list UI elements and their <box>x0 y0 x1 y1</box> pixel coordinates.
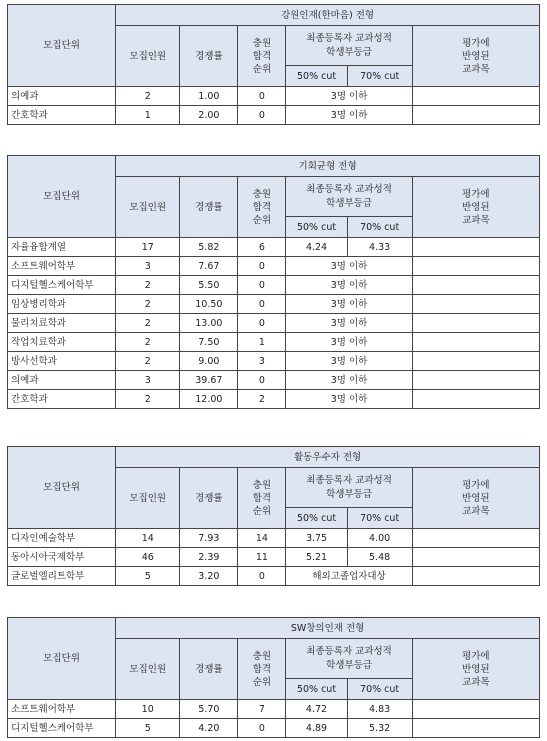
table-row <box>8 567 540 586</box>
unit-cell: 간호학과 <box>8 106 116 125</box>
grade-header-line: 최종등록자 교과성적 <box>306 32 392 44</box>
cut70-header: 70% cut <box>347 66 412 87</box>
table-row <box>8 257 540 276</box>
grade-note-cell: 3명 이하 <box>286 257 412 276</box>
unit-cell: 동아시아국제학부 <box>8 548 116 567</box>
quota-cell: 2 <box>116 390 180 409</box>
waitlist-cell: 0 <box>238 87 286 106</box>
unit-header: 모집단위 <box>8 156 116 238</box>
grade-note-cell: 3명 이하 <box>286 352 412 371</box>
cut50-cell: 4.72 <box>286 700 347 719</box>
grade-header-line: 학생부등급 <box>326 488 373 500</box>
header-row <box>8 156 540 177</box>
subjects-cell <box>412 352 539 371</box>
grade-header <box>286 177 412 217</box>
competition-cell: 3.20 <box>180 567 238 586</box>
cut70-header: 70% cut <box>347 679 412 700</box>
cut70-cell: 4.83 <box>347 700 412 719</box>
competition-cell: 5.50 <box>180 276 238 295</box>
subjects-header-line: 평가에 <box>462 188 490 200</box>
waitlist-cell: 1 <box>238 333 286 352</box>
competition-cell: 5.82 <box>180 238 238 257</box>
table-title: 활동우수자 전형 <box>116 447 540 468</box>
grade-header-line: 학생부등급 <box>326 46 373 58</box>
waitlist-cell: 2 <box>238 390 286 409</box>
waitlist-cell: 11 <box>238 548 286 567</box>
subjects-header-line: 교과목 <box>462 63 490 75</box>
competition-cell: 9.00 <box>180 352 238 371</box>
competition-cell: 4.20 <box>180 719 238 738</box>
quota-cell: 3 <box>116 371 180 390</box>
subjects-cell <box>412 529 539 548</box>
quota-cell: 2 <box>116 87 180 106</box>
cut50-header: 50% cut <box>286 508 347 529</box>
grade-note-cell: 3명 이하 <box>286 390 412 409</box>
waitlist-cell: 0 <box>238 295 286 314</box>
waitlist-header-line: 순위 <box>252 63 272 75</box>
cut50-cell: 5.21 <box>286 548 347 567</box>
quota-cell: 5 <box>116 719 180 738</box>
table-row <box>8 352 540 371</box>
table-row <box>8 87 540 106</box>
quota-cell: 46 <box>116 548 180 567</box>
subjects-cell <box>412 276 539 295</box>
admission-table <box>7 155 540 409</box>
waitlist-cell: 6 <box>238 238 286 257</box>
subjects-cell <box>412 700 539 719</box>
unit-cell: 디자인예술학부 <box>8 529 116 548</box>
quota-cell: 10 <box>116 700 180 719</box>
quota-header: 모집인원 <box>116 639 180 700</box>
cut70-header: 70% cut <box>347 217 412 238</box>
subjects-header-line: 반영된 <box>462 492 490 504</box>
waitlist-cell: 0 <box>238 314 286 333</box>
quota-cell: 17 <box>116 238 180 257</box>
admission-table <box>7 446 540 586</box>
grade-header-line: 최종등록자 교과성적 <box>306 474 392 486</box>
subjects-header <box>412 468 539 529</box>
competition-cell: 1.00 <box>180 87 238 106</box>
unit-cell: 의예과 <box>8 87 116 106</box>
unit-header: 모집단위 <box>8 447 116 529</box>
header-row <box>8 618 540 639</box>
quota-header: 모집인원 <box>116 26 180 87</box>
unit-cell: 디지털헬스케어학부 <box>8 719 116 738</box>
cut50-cell: 4.24 <box>286 238 347 257</box>
waitlist-header-line: 합격 <box>252 50 272 62</box>
quota-cell: 2 <box>116 295 180 314</box>
subjects-cell <box>412 548 539 567</box>
subjects-header-line: 교과목 <box>462 214 490 226</box>
table-title: 기회균형 전형 <box>116 156 540 177</box>
waitlist-header-line: 충원 <box>252 188 272 200</box>
grade-note-cell: 3명 이하 <box>286 314 412 333</box>
grade-note-cell: 3명 이하 <box>286 87 412 106</box>
cut50-cell: 3.75 <box>286 529 347 548</box>
waitlist-rank-header <box>238 177 286 238</box>
unit-cell: 자율융합계열 <box>8 238 116 257</box>
unit-cell: 물리치료학과 <box>8 314 116 333</box>
unit-cell: 글로벌엘리트학부 <box>8 567 116 586</box>
grade-note-cell: 3명 이하 <box>286 276 412 295</box>
unit-cell: 간호학과 <box>8 390 116 409</box>
waitlist-rank-header <box>238 639 286 700</box>
waitlist-rank-header <box>238 468 286 529</box>
subjects-header-line: 반영된 <box>462 201 490 213</box>
waitlist-header-line: 충원 <box>252 650 272 662</box>
competition-cell: 39.67 <box>180 371 238 390</box>
competition-header: 경쟁률 <box>180 639 238 700</box>
cut50-header: 50% cut <box>286 679 347 700</box>
quota-cell: 2 <box>116 352 180 371</box>
table-row <box>8 314 540 333</box>
grade-header-line: 학생부등급 <box>326 659 372 671</box>
competition-cell: 7.93 <box>180 529 238 548</box>
table-row <box>8 276 540 295</box>
cut70-cell: 5.48 <box>347 548 412 567</box>
cut70-cell: 5.32 <box>347 719 412 738</box>
subjects-header-line: 반영된 <box>462 50 490 62</box>
quota-cell: 1 <box>116 106 180 125</box>
subjects-cell <box>412 567 539 586</box>
subjects-cell <box>412 333 539 352</box>
unit-cell: 방사선학과 <box>8 352 116 371</box>
waitlist-cell: 3 <box>238 352 286 371</box>
grade-header <box>286 26 412 66</box>
competition-header: 경쟁률 <box>180 177 238 238</box>
waitlist-header-line: 충원 <box>252 37 272 49</box>
waitlist-header-line: 순위 <box>252 214 272 226</box>
table-row <box>8 106 540 125</box>
table-row <box>8 238 540 257</box>
subjects-header-line: 반영된 <box>462 663 490 675</box>
grade-note-cell: 해외고졸업자대상 <box>286 567 412 586</box>
grade-header-line: 최종등록자 교과성적 <box>306 183 392 195</box>
waitlist-cell: 14 <box>238 529 286 548</box>
waitlist-cell: 0 <box>238 567 286 586</box>
grade-note-cell: 3명 이하 <box>286 371 412 390</box>
quota-cell: 2 <box>116 314 180 333</box>
header-row <box>8 5 540 26</box>
cut50-header: 50% cut <box>286 66 347 87</box>
grade-header <box>286 468 412 508</box>
subjects-header-line: 평가에 <box>462 479 490 491</box>
subjects-cell <box>412 314 539 333</box>
unit-cell: 임상병리학과 <box>8 295 116 314</box>
subjects-header-line: 평가에 <box>462 650 490 662</box>
table-row <box>8 371 540 390</box>
quota-cell: 2 <box>116 333 180 352</box>
quota-cell: 5 <box>116 567 180 586</box>
waitlist-cell: 0 <box>238 106 286 125</box>
table-row <box>8 390 540 409</box>
subjects-cell <box>412 390 539 409</box>
subjects-cell <box>412 238 539 257</box>
grade-note-cell: 3명 이하 <box>286 333 412 352</box>
unit-cell: 의예과 <box>8 371 116 390</box>
subjects-header <box>412 639 539 700</box>
subjects-header <box>412 26 539 87</box>
unit-cell: 디지털헬스케어학부 <box>8 276 116 295</box>
unit-header: 모집단위 <box>8 5 116 87</box>
waitlist-header-line: 순위 <box>252 505 272 517</box>
unit-header: 모집단위 <box>8 618 116 700</box>
cut70-cell: 4.33 <box>347 238 412 257</box>
quota-cell: 14 <box>116 529 180 548</box>
header-row <box>8 447 540 468</box>
competition-cell: 10.50 <box>180 295 238 314</box>
table-row <box>8 295 540 314</box>
subjects-header <box>412 177 539 238</box>
unit-cell: 소프트웨어학부 <box>8 257 116 276</box>
competition-cell: 12.00 <box>180 390 238 409</box>
subjects-cell <box>412 295 539 314</box>
unit-cell: 소프트웨어학부 <box>8 700 116 719</box>
waitlist-header-line: 충원 <box>252 479 272 491</box>
waitlist-cell: 0 <box>238 371 286 390</box>
waitlist-cell: 7 <box>238 700 286 719</box>
waitlist-cell: 0 <box>238 276 286 295</box>
subjects-header-line: 교과목 <box>462 676 490 688</box>
table-row <box>8 529 540 548</box>
subjects-header-line: 교과목 <box>462 505 490 517</box>
waitlist-header-line: 합격 <box>252 201 272 213</box>
grade-note-cell: 3명 이하 <box>286 106 412 125</box>
cut70-cell: 4.00 <box>347 529 412 548</box>
subjects-cell <box>412 257 539 276</box>
subjects-cell <box>412 719 539 738</box>
quota-cell: 3 <box>116 257 180 276</box>
waitlist-rank-header <box>238 26 286 87</box>
competition-cell: 2.00 <box>180 106 238 125</box>
table-row <box>8 719 540 738</box>
table-row <box>8 700 540 719</box>
subjects-cell <box>412 87 539 106</box>
cut50-header: 50% cut <box>286 217 347 238</box>
table-title: 강원인재(한마음) 전형 <box>116 5 540 26</box>
competition-cell: 2.39 <box>180 548 238 567</box>
competition-header: 경쟁률 <box>180 26 238 87</box>
quota-header: 모집인원 <box>116 177 180 238</box>
table-row <box>8 333 540 352</box>
grade-header-line: 학생부등급 <box>326 197 373 209</box>
competition-cell: 7.67 <box>180 257 238 276</box>
competition-header: 경쟁률 <box>180 468 238 529</box>
grade-note-cell: 3명 이하 <box>286 295 412 314</box>
quota-header: 모집인원 <box>116 468 180 529</box>
grade-header <box>286 639 412 679</box>
cut70-header: 70% cut <box>347 508 412 529</box>
subjects-cell <box>412 106 539 125</box>
competition-cell: 13.00 <box>180 314 238 333</box>
waitlist-cell: 0 <box>238 719 286 738</box>
grade-header-line: 최종등록자 교과성적 <box>306 645 392 657</box>
waitlist-header-line: 합격 <box>252 492 272 504</box>
table-title: SW창의인재 전형 <box>116 618 540 639</box>
admission-table <box>7 4 540 125</box>
admission-table <box>7 617 540 738</box>
competition-cell: 7.50 <box>180 333 238 352</box>
subjects-header-line: 평가에 <box>462 37 490 49</box>
table-row <box>8 548 540 567</box>
waitlist-header-line: 합격 <box>252 663 272 675</box>
subjects-cell <box>412 371 539 390</box>
cut50-cell: 4.89 <box>286 719 347 738</box>
unit-cell: 작업치료학과 <box>8 333 116 352</box>
competition-cell: 5.70 <box>180 700 238 719</box>
waitlist-cell: 0 <box>238 257 286 276</box>
waitlist-header-line: 순위 <box>252 676 272 688</box>
quota-cell: 2 <box>116 276 180 295</box>
